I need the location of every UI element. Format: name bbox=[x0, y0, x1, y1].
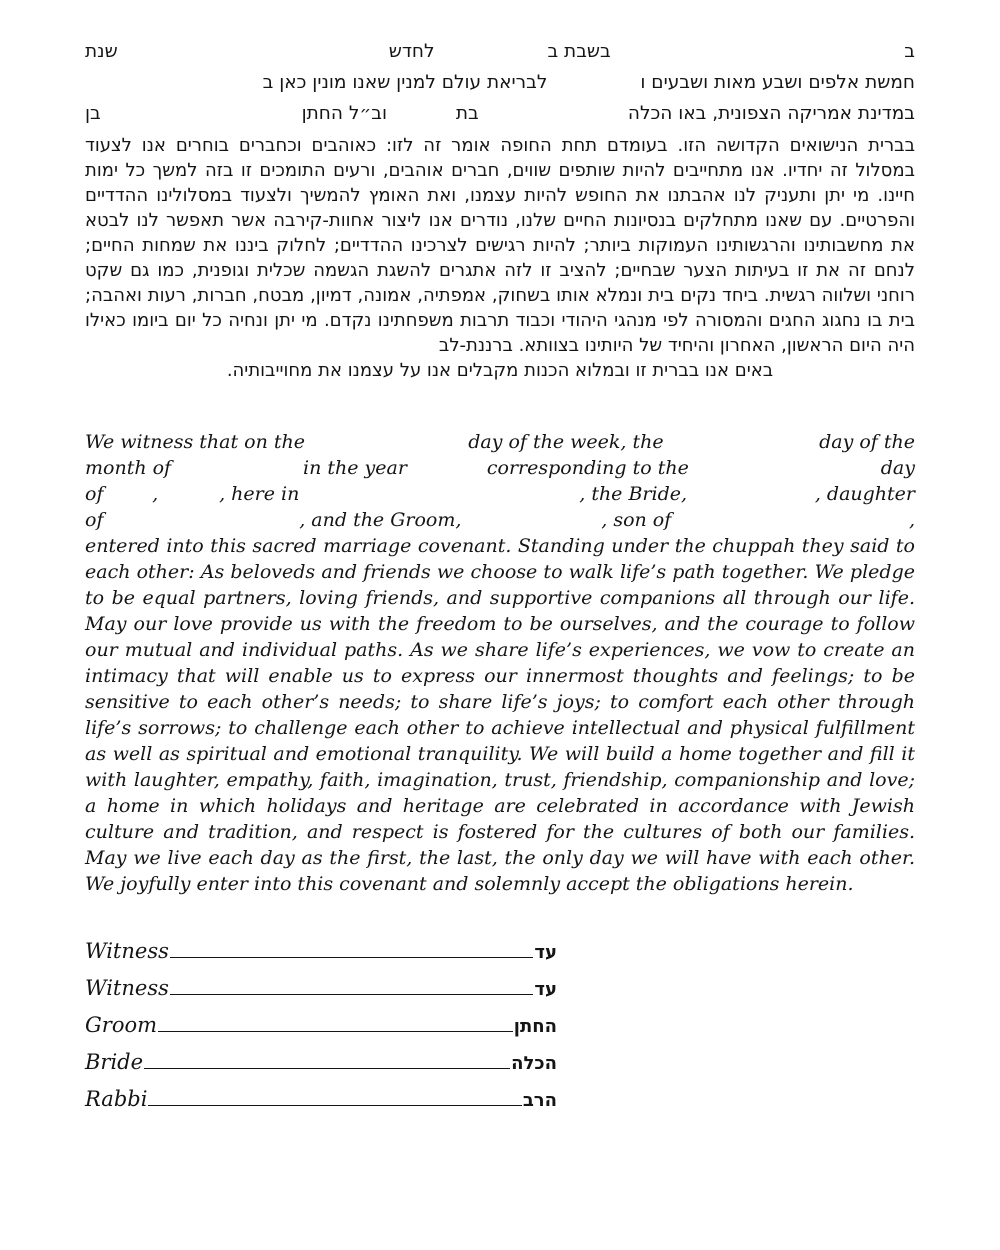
hebrew-header-line-2 bbox=[85, 67, 915, 98]
blank-civil-year[interactable] bbox=[158, 499, 219, 500]
english-the-bride-label: , the Bride, bbox=[579, 483, 688, 505]
hebrew-covenant-paragraph: בברית הנישואים הקדושה הזו. בעומדם תחת החופה אומר זה לזו: כאוהבים וכחברים בוחרים אנו לצעוד במסלול זה יחדיו. אנו מתחייבים להיות שותפים שווים, חברים אוהבים, ורעים התומכים זו בזה למשך כל ימות חיינו. מי יתן ותעניק לנו אהבתנו את החופש להיות עצמנו, ואת האומץ להמשיך ולצעוד במסלולינו ההדדיים והפרטיים. עם שאנו מתחלקים בנסיונות החיים שלנו, נודרים אנו ליצור אחוות-קירבה אשר תאפשר לנו לבטא את מחשבותינו והרגשותינו העמוקות ביותר; להיות רגישים לצרכינו ההדדיים; לחלוק ביננו את שמחות החיים; לנחם זה את זו בעיתות הצער שבחיים; להציב זו לזה אתגרים להשגת הגשמה שכלית וגופנית, כמו גם שקט רוחני ושלווה רגשית. ביחד נקים בית ונמלא אותו בשחוק, אמפתיה, אמונה, דמיון, מבטח, חברות, רעות ואהבה; בית בו נחגוג החגים והמסורה לפי מנהגי היהודי וכבוד תרבות משפחתינו נקדם. מי יתן ונחיה כל יום ביומו כאילו היה היום הראשון, האחרון והיחיד של היותינו בצוותא. ברננת-לב bbox=[85, 135, 915, 356]
english-son-of-label: , son of bbox=[601, 509, 672, 531]
hebrew-prefix-day: ב bbox=[904, 41, 915, 62]
blank-day-of-month[interactable] bbox=[664, 447, 819, 448]
hebrew-state-bride-text: במדינת אמריקה הצפונית, באו הכלה bbox=[627, 103, 915, 124]
blank-hebrew-day-of-week[interactable] bbox=[611, 56, 905, 57]
english-intro-line-4 bbox=[85, 507, 915, 533]
blank-hebrew-bride-name[interactable] bbox=[479, 118, 628, 119]
groom-signature-line[interactable] bbox=[158, 1030, 513, 1032]
hebrew-groom-label: וב״ל החתן bbox=[301, 103, 387, 124]
blank-groom-parents[interactable] bbox=[671, 525, 909, 526]
signature-row-groom bbox=[85, 1013, 557, 1036]
signature-section bbox=[85, 939, 557, 1110]
blank-hebrew-year[interactable] bbox=[407, 473, 487, 474]
english-day-label: day bbox=[880, 457, 915, 479]
english-daughter-label: , daughter bbox=[814, 483, 915, 505]
signature-row-witness-2 bbox=[85, 976, 557, 999]
english-intro-line-2 bbox=[85, 455, 915, 481]
english-corresponding-label: corresponding to the bbox=[486, 457, 689, 479]
english-the-groom-label: , and the Groom, bbox=[299, 509, 462, 531]
english-covenant-paragraph: entered into this sacred marriage covenant. Standing under the chuppah they said to each other: As beloveds and friends we choose to walk life’s path together. We pledge to be equal partners, loving friends, and supportive companions all through our life. May our love provide us with the freedom to be ourselves, and the courage to follow our mutual and individual paths. As we share life’s experiences, we vow to create an intimacy that will enable us to express our innermost thoughts and feelings; to be sensitive to each other’s needs; to share life’s joys; to comfort each other through life’s sorrows; to challenge each other to achieve intellectual and physical fulfillment as well as spiritual and emotional tranquility. We will build a home together and fill it with laughter, empathy, faith, imagination, trust, friendship, companionship and love; a home in which holidays and heritage are celebrated in accordance with Jewish culture and tradition, and respect is fostered for the cultures of both our families. May we live each day as the first, the last, the only day we will have with each other. We joyfully enter into this covenant and solemnly accept the obligations herein. bbox=[85, 535, 915, 895]
rabbi-signature-line[interactable] bbox=[148, 1104, 521, 1106]
bride-hebrew-label: הכלה bbox=[511, 1053, 557, 1074]
hebrew-header-line-1 bbox=[85, 36, 915, 67]
english-day-of-month-label: day of the bbox=[819, 431, 915, 453]
signature-row-bride bbox=[85, 1050, 557, 1073]
blank-city[interactable] bbox=[299, 499, 579, 500]
hebrew-month-label: לחדש bbox=[388, 41, 435, 62]
witness2-label: Witness bbox=[85, 976, 169, 1000]
bride-signature-line[interactable] bbox=[144, 1067, 510, 1069]
english-comma-1: , bbox=[152, 483, 159, 505]
hebrew-covenant-closing-line: באים אנו בברית זו ובמלוא הכנות מקבלים אנו על עצמנו את מחוייבותיה. bbox=[226, 360, 774, 381]
hebrew-header bbox=[85, 36, 915, 129]
witness2-hebrew-label: עד bbox=[534, 979, 557, 1000]
blank-hebrew-month-name[interactable] bbox=[118, 56, 389, 57]
english-in-the-year-label: in the year bbox=[303, 457, 407, 479]
blank-hebrew-year-units[interactable] bbox=[547, 87, 640, 88]
hebrew-son-of-label: בן bbox=[85, 103, 101, 124]
rabbi-label: Rabbi bbox=[85, 1087, 148, 1111]
bride-label: Bride bbox=[85, 1050, 144, 1074]
english-of-label-2: of bbox=[85, 509, 104, 531]
signature-row-witness-1 bbox=[85, 939, 557, 962]
blank-day-of-week[interactable] bbox=[305, 447, 468, 448]
witness1-hebrew-label: עד bbox=[534, 942, 557, 963]
hebrew-header-line-3 bbox=[85, 98, 915, 129]
english-here-in-label: , here in bbox=[219, 483, 300, 505]
blank-hebrew-bride-parents[interactable] bbox=[387, 118, 456, 119]
hebrew-daughter-of-label: בת bbox=[455, 103, 479, 124]
witness1-label: Witness bbox=[85, 939, 169, 963]
groom-label: Groom bbox=[85, 1013, 158, 1037]
blank-bride-parents[interactable] bbox=[103, 525, 299, 526]
blank-hebrew-groom-name[interactable] bbox=[101, 118, 302, 119]
english-day-of-week-label: day of the week, the bbox=[468, 431, 664, 453]
blank-bride-name[interactable] bbox=[687, 499, 815, 500]
english-intro-line-1 bbox=[85, 429, 915, 455]
witness1-signature-line[interactable] bbox=[170, 956, 534, 958]
hebrew-creation-count-text: לבריאת עולם למנין שאנו מונין כאן ב bbox=[262, 72, 548, 93]
hebrew-year-label: שנת bbox=[85, 41, 118, 62]
blank-civil-month[interactable] bbox=[103, 499, 152, 500]
signature-row-rabbi bbox=[85, 1087, 557, 1110]
english-section bbox=[85, 429, 915, 897]
witness2-signature-line[interactable] bbox=[170, 993, 534, 995]
rabbi-hebrew-label: הרב bbox=[522, 1090, 557, 1111]
hebrew-year-count-text: חמשת אלפים ושבע מאות ושבעים ו bbox=[640, 72, 915, 93]
english-of-label: of bbox=[85, 483, 104, 505]
blank-hebrew-day-of-month[interactable] bbox=[435, 56, 548, 57]
blank-groom-name[interactable] bbox=[461, 525, 601, 526]
hebrew-bshabbat-label: בשבת ב bbox=[547, 41, 611, 62]
blank-hebrew-month[interactable] bbox=[171, 473, 303, 474]
groom-hebrew-label: החתן bbox=[513, 1016, 557, 1037]
english-witness-text: We witness that on the bbox=[85, 431, 305, 453]
blank-hebrew-city[interactable] bbox=[85, 87, 263, 88]
english-comma-2: , bbox=[908, 509, 915, 531]
blank-civil-day[interactable] bbox=[689, 473, 881, 474]
english-intro-line-3 bbox=[85, 481, 915, 507]
english-month-of-label: month of bbox=[85, 457, 172, 479]
